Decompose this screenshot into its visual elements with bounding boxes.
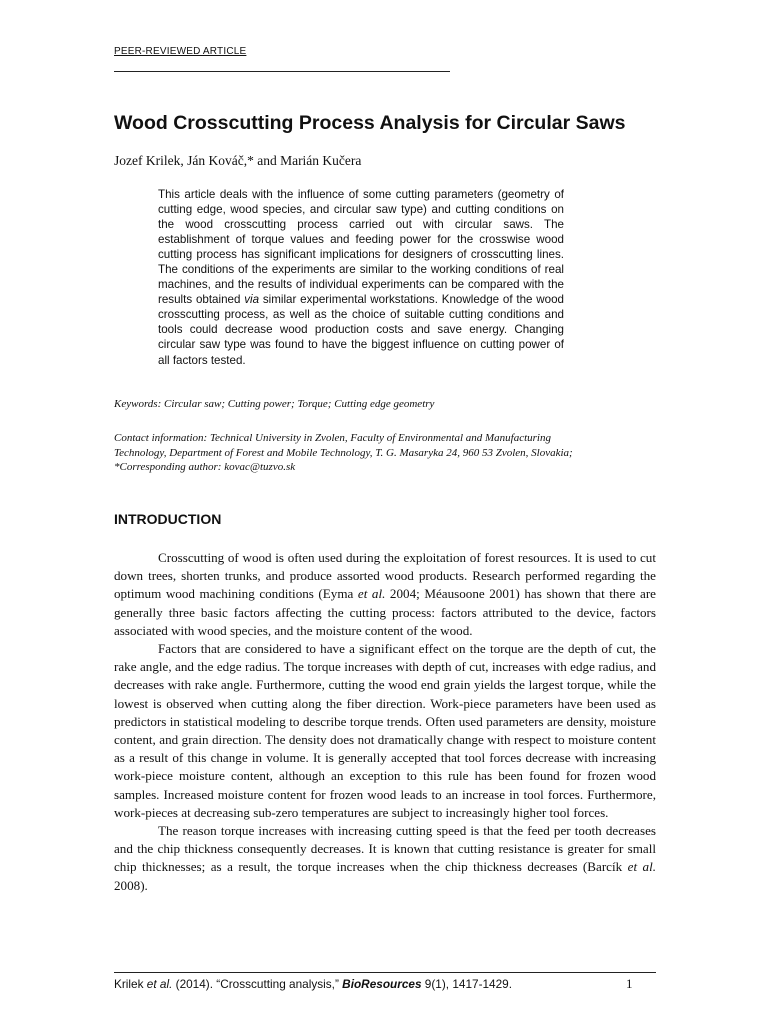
author-list: Jozef Krilek, Ján Kováč,* and Marián Kučera	[114, 153, 362, 168]
paragraph-3-text-b: 2008).	[114, 877, 148, 893]
abstract-text-1: This article deals with the influence of some cutting parameters (geometry of cutting edge, wood species, and circular saw type) and cutting conditions on the wood crosscutting process carried out with circular saws. The establishment of torque values and feeding power for the crosswise wood cutting process has significant implications for designers of crosscutting lines. The conditions of the experiments are similar to the working conditions of real machines, and the results of individual experiments can be compared with the results obtained	[158, 188, 564, 307]
page-number: 1	[626, 976, 633, 991]
section-heading-introduction: INTRODUCTION	[114, 511, 222, 527]
paragraph-2: Factors that are considered to have a significant effect on the torque are the depth of cut, the rake angle, and the edge radius. The torque increases with depth of cut, increases with edge radius, and decreases with rake angle. Furthermore, cutting the wood end grain yields the largest torque, while the lowest is observed when cutting along the fiber direction. Work-piece parameters have been used as predictors in statistical modeling to describe torque trends. Often used parameters are density, moisture content, and grain direction. The density does not dramatically change with respect to moisture content as a result of this change in volume. It is generally accepted that tool forces decrease with increasing work-piece moisture content, although an exception to this rule has been found for frozen wood samples. Increased moisture content for frozen wood leads to an increase in tool forces. Furthermore, work-pieces at decreasing sub-zero temperatures are subject to increasingly higher tool forces.	[114, 641, 656, 820]
article-title: Wood Crosscutting Process Analysis for Circular Saws	[114, 112, 626, 134]
contact-line-1: Contact information: Technical University in Zvolen, Faculty of Environmental and Manufacturing	[114, 432, 551, 444]
footer-author: Krilek	[114, 977, 147, 991]
contact-information	[114, 431, 654, 475]
abstract	[158, 187, 564, 368]
journal-section-label: PEER-REVIEWED ARTICLE	[114, 46, 247, 57]
header-divider	[114, 71, 450, 72]
paragraph-1-etal: et al.	[357, 586, 386, 602]
footer-etal: et al.	[146, 977, 173, 991]
introduction-body	[114, 549, 656, 895]
paragraph-3-etal: et al.	[627, 859, 656, 875]
journal-brand: BioResources	[342, 977, 422, 991]
paragraph-1	[114, 549, 656, 640]
footer-citation	[114, 977, 512, 991]
paragraph-1-text-b: 2004; Méausoone 2001) has shown that there are generally three basic factors affecting the cutting process: factors attributed to the device, factors associated with wood species, and the moisture content of the wood.	[114, 586, 656, 638]
contact-line-3: *Corresponding author: kovac@tuzvo.sk	[114, 461, 296, 474]
footer-citation-middle: (2014). “Crosscutting analysis,”	[172, 977, 343, 991]
paragraph-3-text-a: The reason torque increases with increasing cutting speed is that the feed per tooth decreases and the chip thickness consequently decreases. It is known that cutting resistance is greater for small chip thicknesses; as a result, the torque increases when the chip thickness decreases (Barcík	[114, 823, 656, 875]
abstract-text-2: similar experimental workstations. Knowledge of the wood crosscutting process, as well as the choice of suitable cutting conditions and tools could decrease wood production costs and save energy. Changing circular saw type was found to have the biggest influence on cutting power of all factors tested.	[158, 293, 564, 367]
footer-citation-end: 9(1), 1417-1429.	[421, 977, 513, 991]
paragraph-1-text-a: Crosscutting of wood is often used during the exploitation of forest resources. It is used to cut down trees, shorten trunks, and produce assorted wood products. Research performed regarding the optimum wood machining conditions (Eyma	[114, 550, 656, 602]
paragraph-3	[114, 822, 656, 895]
contact-line-2: Technology, Department of Forest and Mobile Technology, T. G. Masaryka 24, 960 53 Zvolen, Slovakia;	[114, 446, 573, 459]
keywords: Keywords: Circular saw; Cutting power; Torque; Cutting edge geometry	[114, 398, 435, 410]
footer-divider	[114, 972, 656, 973]
abstract-via: via	[244, 293, 260, 307]
